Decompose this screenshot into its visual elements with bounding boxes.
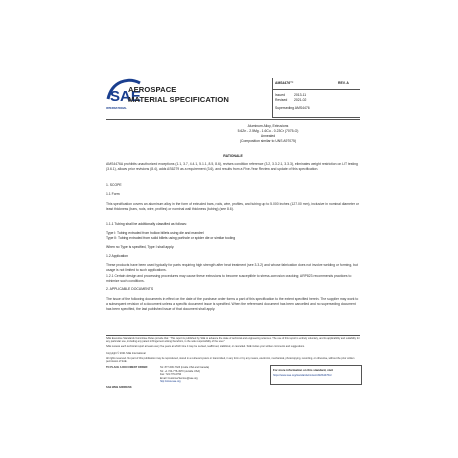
revision: REV. A (338, 81, 349, 85)
order-web-link[interactable]: http://www.sae.org (160, 380, 181, 383)
header-rule-bottom (272, 117, 360, 118)
form-heading: 1.1 Form (106, 192, 120, 196)
superseding: Superseding AMS4476 (275, 106, 310, 110)
no-type-text: When no Type is specified, Type I shall apply. (106, 245, 175, 249)
material-line-4: (Composition similar to UNS A97075) (239, 139, 297, 143)
applicable-text: The issue of the following documents in effect on the date of the purchase order forms a part of this specification to the extent specified herein. The supplier may work to a subsequent revision of a document unless a specific document issue is specified. When the referenced document has been cancelled and no superseding document has been specified, the last published issue of that document shall apply. (106, 297, 359, 311)
type-1: Type I: Tubing extruded from hollow billets using die and mandrel (106, 231, 204, 235)
svg-text:SAE: SAE (110, 88, 141, 105)
material-line-2: 5.6Zn - 2.5Mg - 1.6Cu - 0.23Cr (7075-O) (237, 129, 299, 133)
title-line-2: MATERIAL SPECIFICATION (128, 95, 229, 104)
rights-text: All rights reserved. No part of this publication may be reproduced, stored in a retrieval system or transmitted, in any form or by any means, electronic, mechanical, photocopying, recording, or otherwise, without the prior written permission of SAE. (106, 357, 355, 364)
copyright: Copyright © 2021 SAE International (106, 352, 146, 355)
application-sub: 1.2.1 Certain design and processing procedures may cause these extrusions to become susceptible to stress-corrosion cracking; ARP823 recommends practices to minimize such conditions. (106, 274, 352, 283)
material-line-3: Annealed (260, 134, 276, 138)
order-tel: Tel: 877-606-7323 (inside USA and Canada) (160, 366, 210, 369)
document-page (48, 22, 410, 442)
form-text: This specification covers an aluminum alloy in the form of extruded bars, rods, wire, profiles, and tubing up to 5.000 inches (127.00 mm), inclusive in nominal diameter or least thickness (bars, rods, wire, profiles) or nominal wall thickness (tubing) (see 8.6). (106, 202, 359, 211)
issued-value: 2013-11 (294, 93, 307, 97)
rationale-text: AMS4476A prohibits unauthorized exceptions (1.1, 3.7, 4.4.1, 5.1.1, 8.5, 8.6), revises condition reference (3.2, 3.3.2.1, 3.3.3), eliminates weight restriction on LIT testing (3.6.1), allows prior revisions (8.4), adds AS6279 as a requirement (3.6), and results from a Five-Year Review and update of this specification. (106, 162, 358, 171)
footer-note-2: SAE reviews each technical report at least every five years at which time it may be revised, reaffirmed, stabilized, or cancelled. SAE invites your written comments and suggestions. (106, 345, 305, 348)
header-divider (272, 78, 273, 118)
application-heading: 1.2 Application (106, 254, 129, 258)
footer-note-1: SAE Executive Standards Committee Rules provide that: “This report is published by SAE to advance the state of technical and engineering sciences. The use of this report is entirely voluntary, and its applicability and suitability for any particular use, including any patent infringement arising therefrom, is the sole responsibility of the user.” (106, 337, 360, 344)
order-label: TO PLACE A DOCUMENT ORDER: (106, 366, 149, 369)
feedback-label: For more information on this standard, visit (273, 368, 333, 372)
tubing-text: 1.1.1 Tubing shall be additionally classified as follows: (106, 222, 187, 226)
application-text: These products have been used typically for parts requiring high strength after heat treatment (see 3.3.2) and whose fabrication does not involve welding or forming, but usage is not limited to such applications. (106, 263, 358, 272)
type-2: Type II: Tubing extruded from solid billets using porthole or spider die or similar tooling (106, 236, 236, 240)
order-tel-2: Tel: +1 724-776-4970 (outside USA) (160, 369, 200, 373)
issued-label: Issued (275, 93, 285, 97)
material-line-1: Aluminum Alloy, Extrusions (247, 124, 289, 128)
feedback-link[interactable]: https://www.sae.org/standards/content/AMS4476A/ (273, 374, 332, 377)
rationale-heading: RATIONALE (223, 154, 243, 158)
scope-heading: 1. SCOPE (106, 183, 122, 187)
revised-label: Revised (275, 98, 288, 102)
order-email: Email: CustomerService@sae.org (160, 376, 198, 380)
order-fax: Fax: 724-776-0790 (160, 373, 182, 376)
header-full-rule (106, 119, 360, 120)
header-rule-top (272, 89, 360, 90)
web-address-label: SAE WEB ADDRESS: (106, 386, 133, 389)
footer-rule (106, 335, 360, 336)
applicable-heading: 2. APPLICABLE DOCUMENTS (106, 287, 154, 291)
org-line: INTERNATIONAL (106, 107, 127, 110)
doc-id: AMS4476™ (275, 81, 294, 85)
revised-value: 2021-02 (294, 98, 307, 102)
feedback-box (270, 365, 362, 385)
title-line-1: AEROSPACE (128, 85, 177, 94)
